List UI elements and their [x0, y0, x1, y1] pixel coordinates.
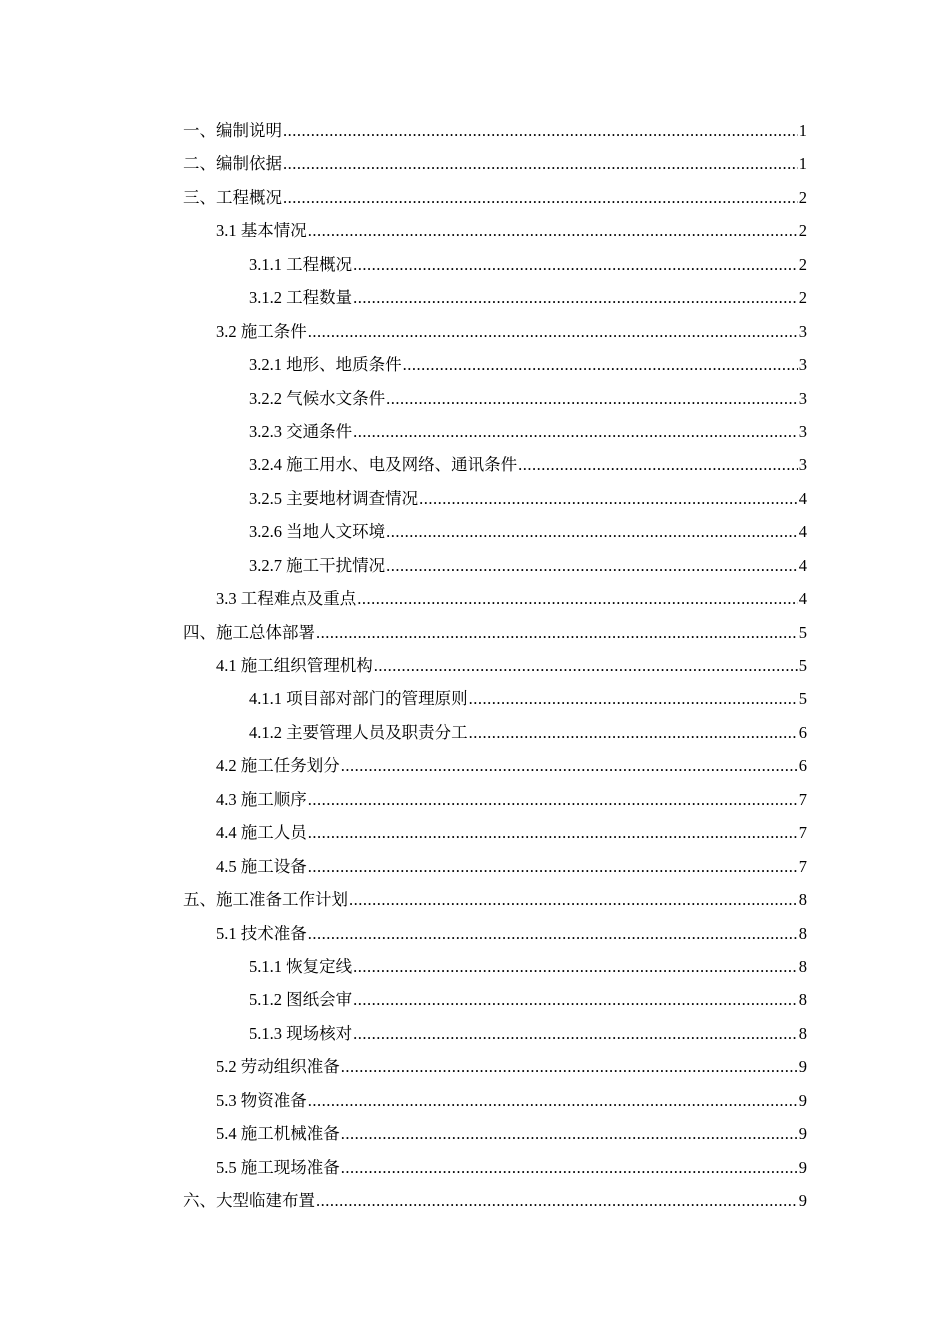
toc-entry-title: 5.4 施工机械准备	[216, 1124, 340, 1144]
toc-dot-leader	[341, 1117, 798, 1150]
toc-entry[interactable]	[183, 382, 807, 415]
toc-dot-leader	[386, 382, 798, 415]
toc-entry-page-number: 4	[798, 488, 807, 508]
toc-dot-leader	[308, 1084, 798, 1117]
toc-dot-leader	[469, 682, 798, 715]
toc-entry-title: 五、施工准备工作计划	[183, 890, 348, 910]
toc-dot-leader	[419, 482, 798, 515]
toc-entry-page-number: 7	[798, 823, 807, 843]
toc-entry-page-number: 8	[798, 956, 807, 976]
toc-entry[interactable]	[183, 716, 807, 749]
toc-dot-leader	[403, 348, 798, 381]
toc-entry-title: 5.5 施工现场准备	[216, 1157, 340, 1177]
toc-entry-page-number: 3	[798, 455, 807, 475]
toc-dot-leader	[353, 415, 798, 448]
toc-entry-title: 3.2.7 施工干扰情况	[249, 555, 386, 575]
toc-entry-page-number: 3	[798, 321, 807, 341]
toc-entry-page-number: 8	[798, 1023, 807, 1043]
toc-entry[interactable]	[183, 181, 807, 214]
toc-dot-leader	[357, 582, 798, 615]
toc-entry-page-number: 4	[798, 555, 807, 575]
toc-entry-page-number: 9	[798, 1191, 807, 1210]
toc-entry-title: 3.1.1 工程概况	[249, 254, 353, 274]
toc-entry-page-number: 3	[798, 421, 807, 441]
toc-entry[interactable]	[183, 147, 807, 180]
toc-entry[interactable]	[183, 883, 807, 916]
toc-entry-page-number: 9	[798, 1090, 807, 1110]
toc-entry-page-number: 6	[798, 756, 807, 776]
toc-dot-leader	[386, 515, 798, 548]
toc-entry-title: 5.1.1 恢复定线	[249, 956, 353, 976]
toc-entry-page-number: 8	[798, 990, 807, 1010]
toc-entry-page-number: 2	[798, 254, 807, 274]
toc-entry-title: 4.3 施工顺序	[216, 789, 307, 809]
toc-dot-leader	[386, 549, 798, 582]
toc-dot-leader	[283, 114, 798, 147]
toc-entry-title: 3.2.1 地形、地质条件	[249, 355, 402, 375]
toc-entry-title: 一、编制说明	[183, 121, 282, 140]
toc-entry-title: 六、大型临建布置	[183, 1191, 315, 1210]
toc-dot-leader	[349, 883, 798, 916]
toc-dot-leader	[308, 315, 798, 348]
toc-entry-page-number: 5	[798, 689, 807, 709]
toc-entry[interactable]	[183, 214, 807, 247]
toc-entry[interactable]	[183, 415, 807, 448]
toc-dot-leader	[353, 983, 798, 1016]
toc-dot-leader	[341, 749, 798, 782]
toc-entry-page-number: 1	[798, 121, 807, 140]
toc-entry-title: 3.2.4 施工用水、电及网络、通讯条件	[249, 455, 518, 475]
toc-entry-title: 4.5 施工设备	[216, 856, 307, 876]
toc-entry-title: 3.3 工程难点及重点	[216, 589, 357, 609]
toc-dot-leader	[283, 181, 798, 214]
toc-entry[interactable]	[183, 114, 807, 147]
toc-dot-leader	[308, 850, 798, 883]
toc-entry-page-number: 2	[798, 187, 807, 207]
toc-entry-title: 4.1.2 主要管理人员及职责分工	[249, 722, 468, 742]
toc-entry-title: 3.1 基本情况	[216, 221, 307, 241]
toc-entry-title: 4.4 施工人员	[216, 823, 307, 843]
toc-entry[interactable]	[183, 1117, 807, 1150]
toc-entry[interactable]	[183, 448, 807, 481]
toc-entry[interactable]	[183, 1151, 807, 1184]
toc-entry[interactable]	[183, 348, 807, 381]
toc-entry-page-number: 9	[798, 1157, 807, 1177]
toc-dot-leader	[283, 147, 798, 180]
toc-entry-page-number: 2	[798, 288, 807, 308]
toc-entry-page-number: 7	[798, 856, 807, 876]
toc-entry-page-number: 6	[798, 722, 807, 742]
toc-entry-title: 4.1.1 项目部对部门的管理原则	[249, 689, 468, 709]
toc-entry[interactable]	[183, 649, 807, 682]
toc-entry-page-number: 2	[798, 221, 807, 241]
toc-dot-leader	[374, 649, 798, 682]
toc-entry[interactable]	[183, 616, 807, 649]
toc-entry-title: 3.2.2 气候水文条件	[249, 388, 386, 408]
toc-entry-title: 3.1.2 工程数量	[249, 288, 353, 308]
toc-entry[interactable]	[183, 983, 807, 1016]
toc-entry[interactable]	[183, 950, 807, 983]
toc-entry[interactable]	[183, 1017, 807, 1050]
toc-dot-leader	[316, 1184, 798, 1217]
toc-dot-leader	[353, 248, 798, 281]
toc-entry-title: 5.1.3 现场核对	[249, 1023, 353, 1043]
toc-entry-title: 3.2 施工条件	[216, 321, 307, 341]
toc-dot-leader	[308, 917, 798, 950]
toc-entry-title: 4.2 施工任务划分	[216, 756, 340, 776]
toc-entry[interactable]	[183, 1084, 807, 1117]
toc-dot-leader	[341, 1151, 798, 1184]
toc-entry-page-number: 9	[798, 1057, 807, 1077]
toc-entry-page-number: 4	[798, 522, 807, 542]
toc-entry-page-number: 5	[798, 622, 807, 642]
toc-dot-leader	[308, 783, 798, 816]
toc-dot-leader	[316, 616, 798, 649]
toc-entry-title: 5.2 劳动组织准备	[216, 1057, 340, 1077]
toc-dot-leader	[353, 281, 798, 314]
toc-entry-title: 5.1 技术准备	[216, 923, 307, 943]
toc-entry-title: 二、编制依据	[183, 154, 282, 174]
toc-entry-page-number: 4	[798, 589, 807, 609]
toc-entry-title: 3.2.6 当地人文环境	[249, 522, 386, 542]
toc-entry-title: 4.1 施工组织管理机构	[216, 656, 373, 675]
toc-entry-page-number: 1	[798, 154, 807, 174]
toc-entry[interactable]	[183, 1184, 807, 1217]
toc-entry[interactable]	[183, 783, 807, 816]
toc-entry[interactable]	[183, 515, 807, 548]
toc-entry[interactable]	[183, 549, 807, 582]
toc-entry[interactable]	[183, 482, 807, 515]
toc-dot-leader	[518, 448, 798, 481]
toc-entry-title: 三、工程概况	[183, 187, 282, 207]
toc-entry-page-number: 8	[798, 890, 807, 910]
toc-entry-page-number: 5	[798, 656, 807, 675]
toc-entry-title: 5.3 物资准备	[216, 1090, 307, 1110]
toc-entry-page-number: 8	[798, 923, 807, 943]
toc-dot-leader	[353, 950, 798, 983]
toc-dot-leader	[469, 716, 798, 749]
toc-entry[interactable]	[183, 749, 807, 782]
toc-entry[interactable]	[183, 582, 807, 615]
toc-entry[interactable]	[183, 281, 807, 314]
toc-entry-title: 3.2.3 交通条件	[249, 421, 353, 441]
toc-dot-leader	[353, 1017, 798, 1050]
toc-dot-leader	[308, 816, 798, 849]
toc-entry-title: 3.2.5 主要地材调查情况	[249, 488, 419, 508]
table-of-contents	[183, 114, 807, 1217]
toc-entry-title: 5.1.2 图纸会审	[249, 990, 353, 1010]
toc-dot-leader	[308, 214, 798, 247]
toc-entry-title: 四、施工总体部署	[183, 622, 315, 642]
toc-entry[interactable]	[183, 682, 807, 715]
toc-entry[interactable]	[183, 1050, 807, 1083]
toc-entry[interactable]	[183, 850, 807, 883]
toc-entry-page-number: 7	[798, 789, 807, 809]
toc-dot-leader	[341, 1050, 798, 1083]
toc-entry[interactable]	[183, 816, 807, 849]
toc-entry[interactable]	[183, 248, 807, 281]
toc-entry[interactable]	[183, 917, 807, 950]
toc-entry[interactable]	[183, 315, 807, 348]
toc-entry-page-number: 3	[798, 388, 807, 408]
toc-entry-page-number: 9	[798, 1124, 807, 1144]
toc-entry-page-number: 3	[798, 355, 807, 375]
